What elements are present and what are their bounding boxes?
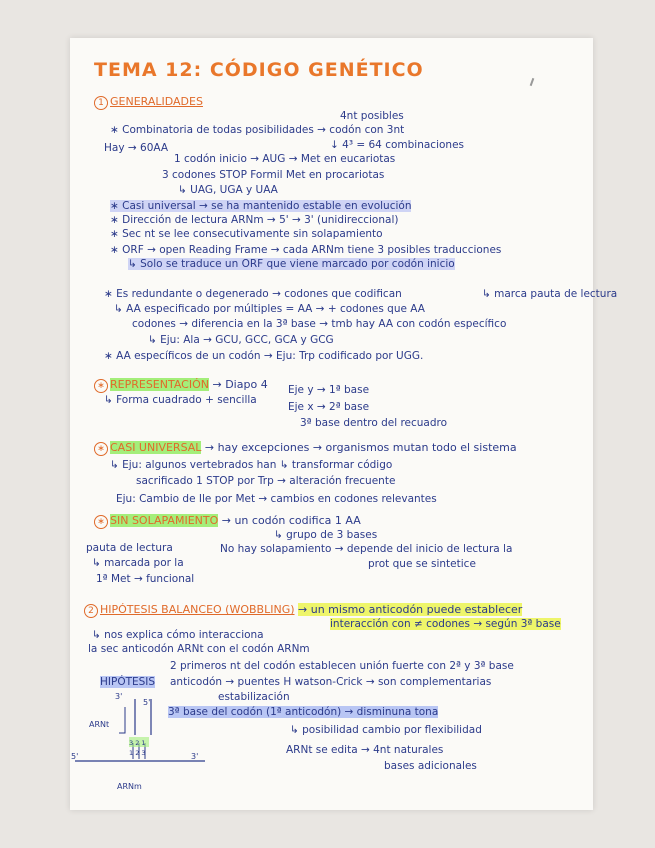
note-line: ↳ posibilidad cambio por flexibilidad	[290, 724, 482, 736]
section-number: 2	[84, 604, 98, 618]
note-line: ↳ marcada por la	[92, 557, 184, 569]
note-line: 1 codón inicio → AUG → Met en eucariotas	[174, 153, 396, 165]
note-line: ↓ 4³ = 64 combinaciones	[330, 139, 464, 151]
trna-mrna-diagram	[71, 692, 225, 803]
note-line: ARNt se edita → 4nt naturales	[286, 744, 444, 756]
section-number: ∗	[94, 442, 108, 456]
mrna-3prime-label: 3'	[191, 752, 199, 761]
section-title: GENERALIDADES	[110, 95, 203, 108]
note-line: la sec anticodón ARNt con el codón ARNm	[88, 643, 310, 655]
codon-bases: 1 2 3	[129, 749, 146, 757]
note-line: ∗ Combinatoria de todas posibilidades → codón con 3nt	[110, 124, 405, 136]
note-inline: → Diapo 4	[212, 378, 268, 391]
note-line: ↳ Eju: Ala → GCU, GCC, GCA y GCG	[148, 334, 334, 346]
note-line: Eju: Cambio de Ile por Met → cambios en codones relevantes	[116, 493, 437, 505]
note-line: pauta de lectura	[86, 542, 173, 554]
note-line: ↳ Solo se traduce un ORF que viene marcado por codón inicio	[128, 258, 455, 270]
note-inline: → un codón codifica 1 AA	[221, 514, 361, 527]
page-title: TEMA 12: CÓDIGO GENÉTICO	[94, 59, 424, 81]
trna-5prime-label: 5'	[143, 698, 151, 707]
note-line: 3ª base del codón (1ª anticodón) → disminuna tona	[168, 706, 439, 718]
note-line: anticodón → puentes H watson-Crick → son complementarias	[170, 676, 492, 688]
note-line: ↳ AA especificado por múltiples = AA → + codones que AA	[114, 303, 425, 315]
note-line: ↳ UAG, UGA y UAA	[178, 184, 278, 196]
section-title: REPRESENTACIÓN	[110, 378, 209, 391]
section-number: ∗	[94, 379, 108, 393]
note-line: interacción con ≠ codones → según 3ª base	[330, 618, 561, 630]
section-1-header	[94, 95, 203, 110]
trna-label: ARNt	[89, 720, 110, 729]
note-inline: → un mismo anticodón puede establecer	[298, 603, 523, 616]
note-line: Eje y → 1ª base	[288, 384, 370, 396]
note-line: 2 primeros nt del codón establecen unión fuerte con 2ª y 3ª base	[170, 660, 514, 672]
note-line: Hay → 60AA	[104, 142, 169, 154]
note-line: ∗ ORF → open Reading Frame → cada ARNm tiene 3 posibles traducciones	[110, 244, 502, 256]
note-line: prot que se sintetice	[368, 558, 476, 570]
pen-mark	[530, 78, 535, 86]
note-line: ∗ Sec nt se lee consecutivamente sin solapamiento	[110, 228, 383, 240]
section-number: ∗	[94, 515, 108, 529]
note-line: ∗ Es redundante o degenerado → codones que codifican	[104, 288, 402, 300]
note-line: ↳ nos explica cómo interacciona	[92, 629, 264, 641]
mrna-5prime-label: 5'	[71, 752, 79, 761]
note-line: sacrificado 1 STOP por Trp → alteración frecuente	[136, 475, 396, 487]
section-sin-solapamiento-header	[94, 514, 361, 529]
mrna-label: ARNm	[117, 782, 142, 791]
section-casi-universal-header	[94, 441, 517, 456]
note-line: ↳ Eju: algunos vertebrados han ↳ transformar código	[110, 459, 393, 471]
note-line: ∗ Casi universal → se ha mantenido estable en evolución	[110, 200, 412, 212]
note-line: 1ª Met → funcional	[96, 573, 195, 585]
note-line: codones → diferencia en la 3ª base → tmb hay AA con codón específico	[132, 318, 507, 330]
note-line: Eje x → 2ª base	[288, 401, 370, 413]
note-line: ∗ Dirección de lectura ARNm → 5' → 3' (unidireccional)	[110, 214, 399, 226]
diagram-label: HIPÓTESIS	[100, 676, 156, 688]
section-title: SIN SOLAPAMIENTO	[110, 514, 219, 527]
notebook-page	[70, 38, 618, 810]
section-title: CASI UNIVERSAL	[110, 441, 202, 454]
note-line: ↳ Forma cuadrado + sencilla	[104, 394, 257, 406]
note-line: bases adicionales	[384, 760, 477, 772]
note-line: estabilización	[218, 691, 290, 703]
note-line: ∗ AA específicos de un codón → Eju: Trp codificado por UGG.	[104, 350, 424, 362]
note-line: 3 codones STOP Formil Met en procariotas	[162, 169, 385, 181]
section-title: HIPÓTESIS BALANCEO (WOBBLING)	[100, 603, 295, 616]
note-line: 4nt posibles	[340, 110, 404, 122]
note-line: No hay solapamiento → depende del inicio de lectura la	[220, 543, 513, 555]
note-line: ↳ grupo de 3 bases	[274, 529, 378, 541]
note-inline: → hay excepciones → organismos mutan todo el sistema	[204, 441, 517, 454]
section-number: 1	[94, 96, 108, 110]
anticodon-bases: 3 2 1	[129, 739, 146, 747]
note-line: ↳ marca pauta de lectura	[482, 288, 618, 300]
trna-3prime-label: 3'	[115, 692, 123, 701]
note-line: 3ª base dentro del recuadro	[300, 417, 448, 429]
section-representacion-header	[94, 378, 268, 393]
section-2-header	[84, 603, 522, 618]
